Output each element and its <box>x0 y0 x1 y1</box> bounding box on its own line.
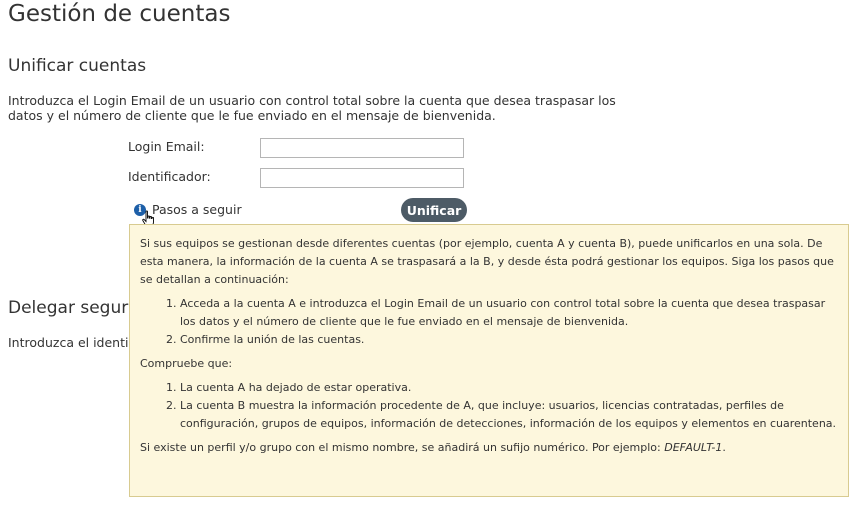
steps-popup <box>129 224 849 497</box>
list-item: 1. La cuenta A ha dejado de estar operativa. <box>180 379 838 397</box>
identifier-label: Identificador: <box>128 169 211 184</box>
steps-help-label: Pasos a seguir <box>152 202 242 217</box>
unify-description: Introduzca el Login Email de un usuario con control total sobre la cuenta que desea traspasar los datos y el número de cliente que le fue enviado en el mensaje de bienvenida. <box>8 93 616 123</box>
popup-intro: Si sus equipos se gestionan desde diferentes cuentas (por ejemplo, cuenta A y cuenta B), puede unificarlos en una sola. De esta manera, la información de la cuenta A se traspasará a la B, y desde ésta podrá gestionar los equipos. Siga los pasos que se detallan a continuación: <box>140 237 834 286</box>
popup-note-suffix: . <box>722 441 726 454</box>
delegate-description: Introduzca el identi <box>8 335 129 350</box>
list-item: 2. La cuenta B muestra la información procedente de A, que incluye: usuarios, licencias contratadas, perfiles de configuración, grupos de equipos, información de detecciones, información de los equipos y elementos en cuarentena. <box>180 397 838 433</box>
list-item: 2. Confirme la unión de las cuentas. <box>180 331 838 349</box>
popup-steps-list <box>140 295 838 349</box>
popup-note <box>140 439 838 457</box>
login-email-label: Login Email: <box>128 139 205 154</box>
unify-button[interactable]: Unificar <box>401 198 467 222</box>
delegate-section-title: Delegar segur <box>8 298 129 318</box>
list-item: 1. Acceda a la cuenta A e introduzca el Login Email de un usuario con control total sobre la cuenta que desea traspasar los datos y el número de cliente que le fue enviado en el mensaje de bienvenida. <box>180 295 838 331</box>
page-title: Gestión de cuentas <box>8 1 231 27</box>
popup-checks-list <box>140 379 838 433</box>
identifier-input[interactable] <box>260 168 464 188</box>
info-icon: i <box>134 204 146 216</box>
popup-note-prefix: Si existe un perfil y/o grupo con el mismo nombre, se añadirá un sufijo numérico. Por ejemplo: <box>140 441 665 454</box>
unify-section-title: Unificar cuentas <box>8 56 147 76</box>
popup-note-example: DEFAULT-1 <box>664 441 723 454</box>
login-email-input[interactable] <box>260 138 464 158</box>
popup-check-title: Compruebe que: <box>140 357 233 370</box>
